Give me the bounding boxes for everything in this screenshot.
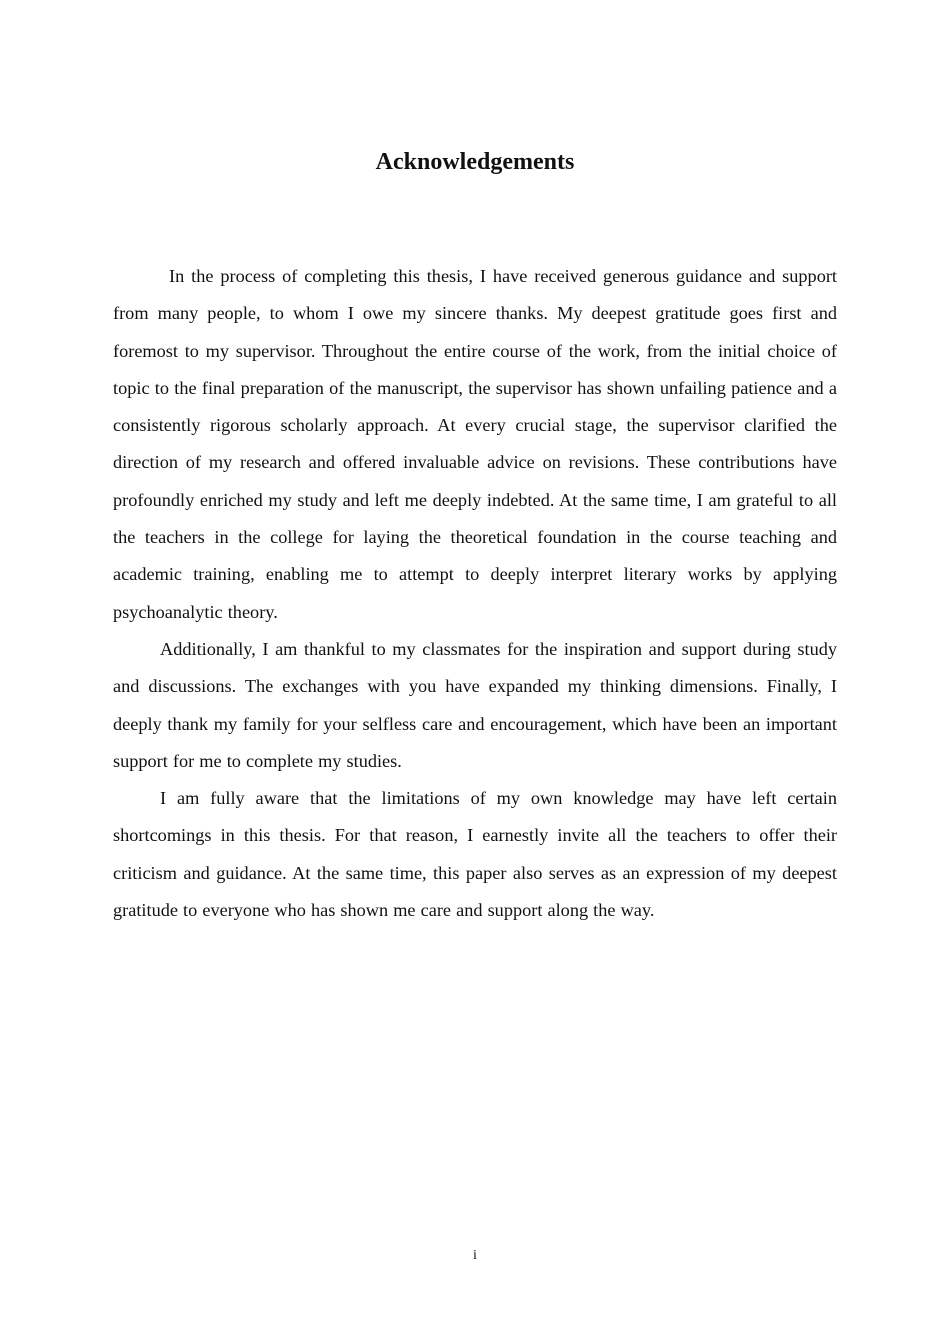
page-number: i: [473, 1248, 477, 1263]
paragraph-2: Additionally, I am thankful to my classmates for the inspiration and support during study and discussions. The exchanges with you have expanded my thinking dimensions. Finally, I deeply thank my family for your selfless care and encouragement, which have been an important support for me to complete my studies.: [113, 638, 837, 771]
paragraph-3: I am fully aware that the limitations of my own knowledge may have left certain shortcomings in this thesis. For that reason, I earnestly invite all the teachers to offer their criticism and guidance. At the same time, this paper also serves as an expression of my deepest gratitude to everyone who has shown me care and support along the way.: [113, 788, 837, 921]
paragraph-1: In the process of completing this thesis, I have received generous guidance and support from many people, to whom I owe my sincere thanks. My deepest gratitude goes first and foremost to my supervisor. Throughout the entire course of the work, from the initial choice of topic to the final preparation of the manuscript, the supervisor has shown unfailing patience and a consistently rigorous scholarly approach. At every crucial stage, the supervisor clarified the direction of my research and offered invaluable advice on revisions. These contributions have profoundly enriched my study and left me deeply indebted. At the same time, I am grateful to all the teachers in the college for laying the theoretical foundation in the course teaching and academic training, enabling me to attempt to deeply interpret literary works by applying psychoanalytic theory.: [113, 266, 837, 622]
page-title: Acknowledgements: [375, 149, 575, 175]
acknowledgements-body: [113, 258, 837, 929]
